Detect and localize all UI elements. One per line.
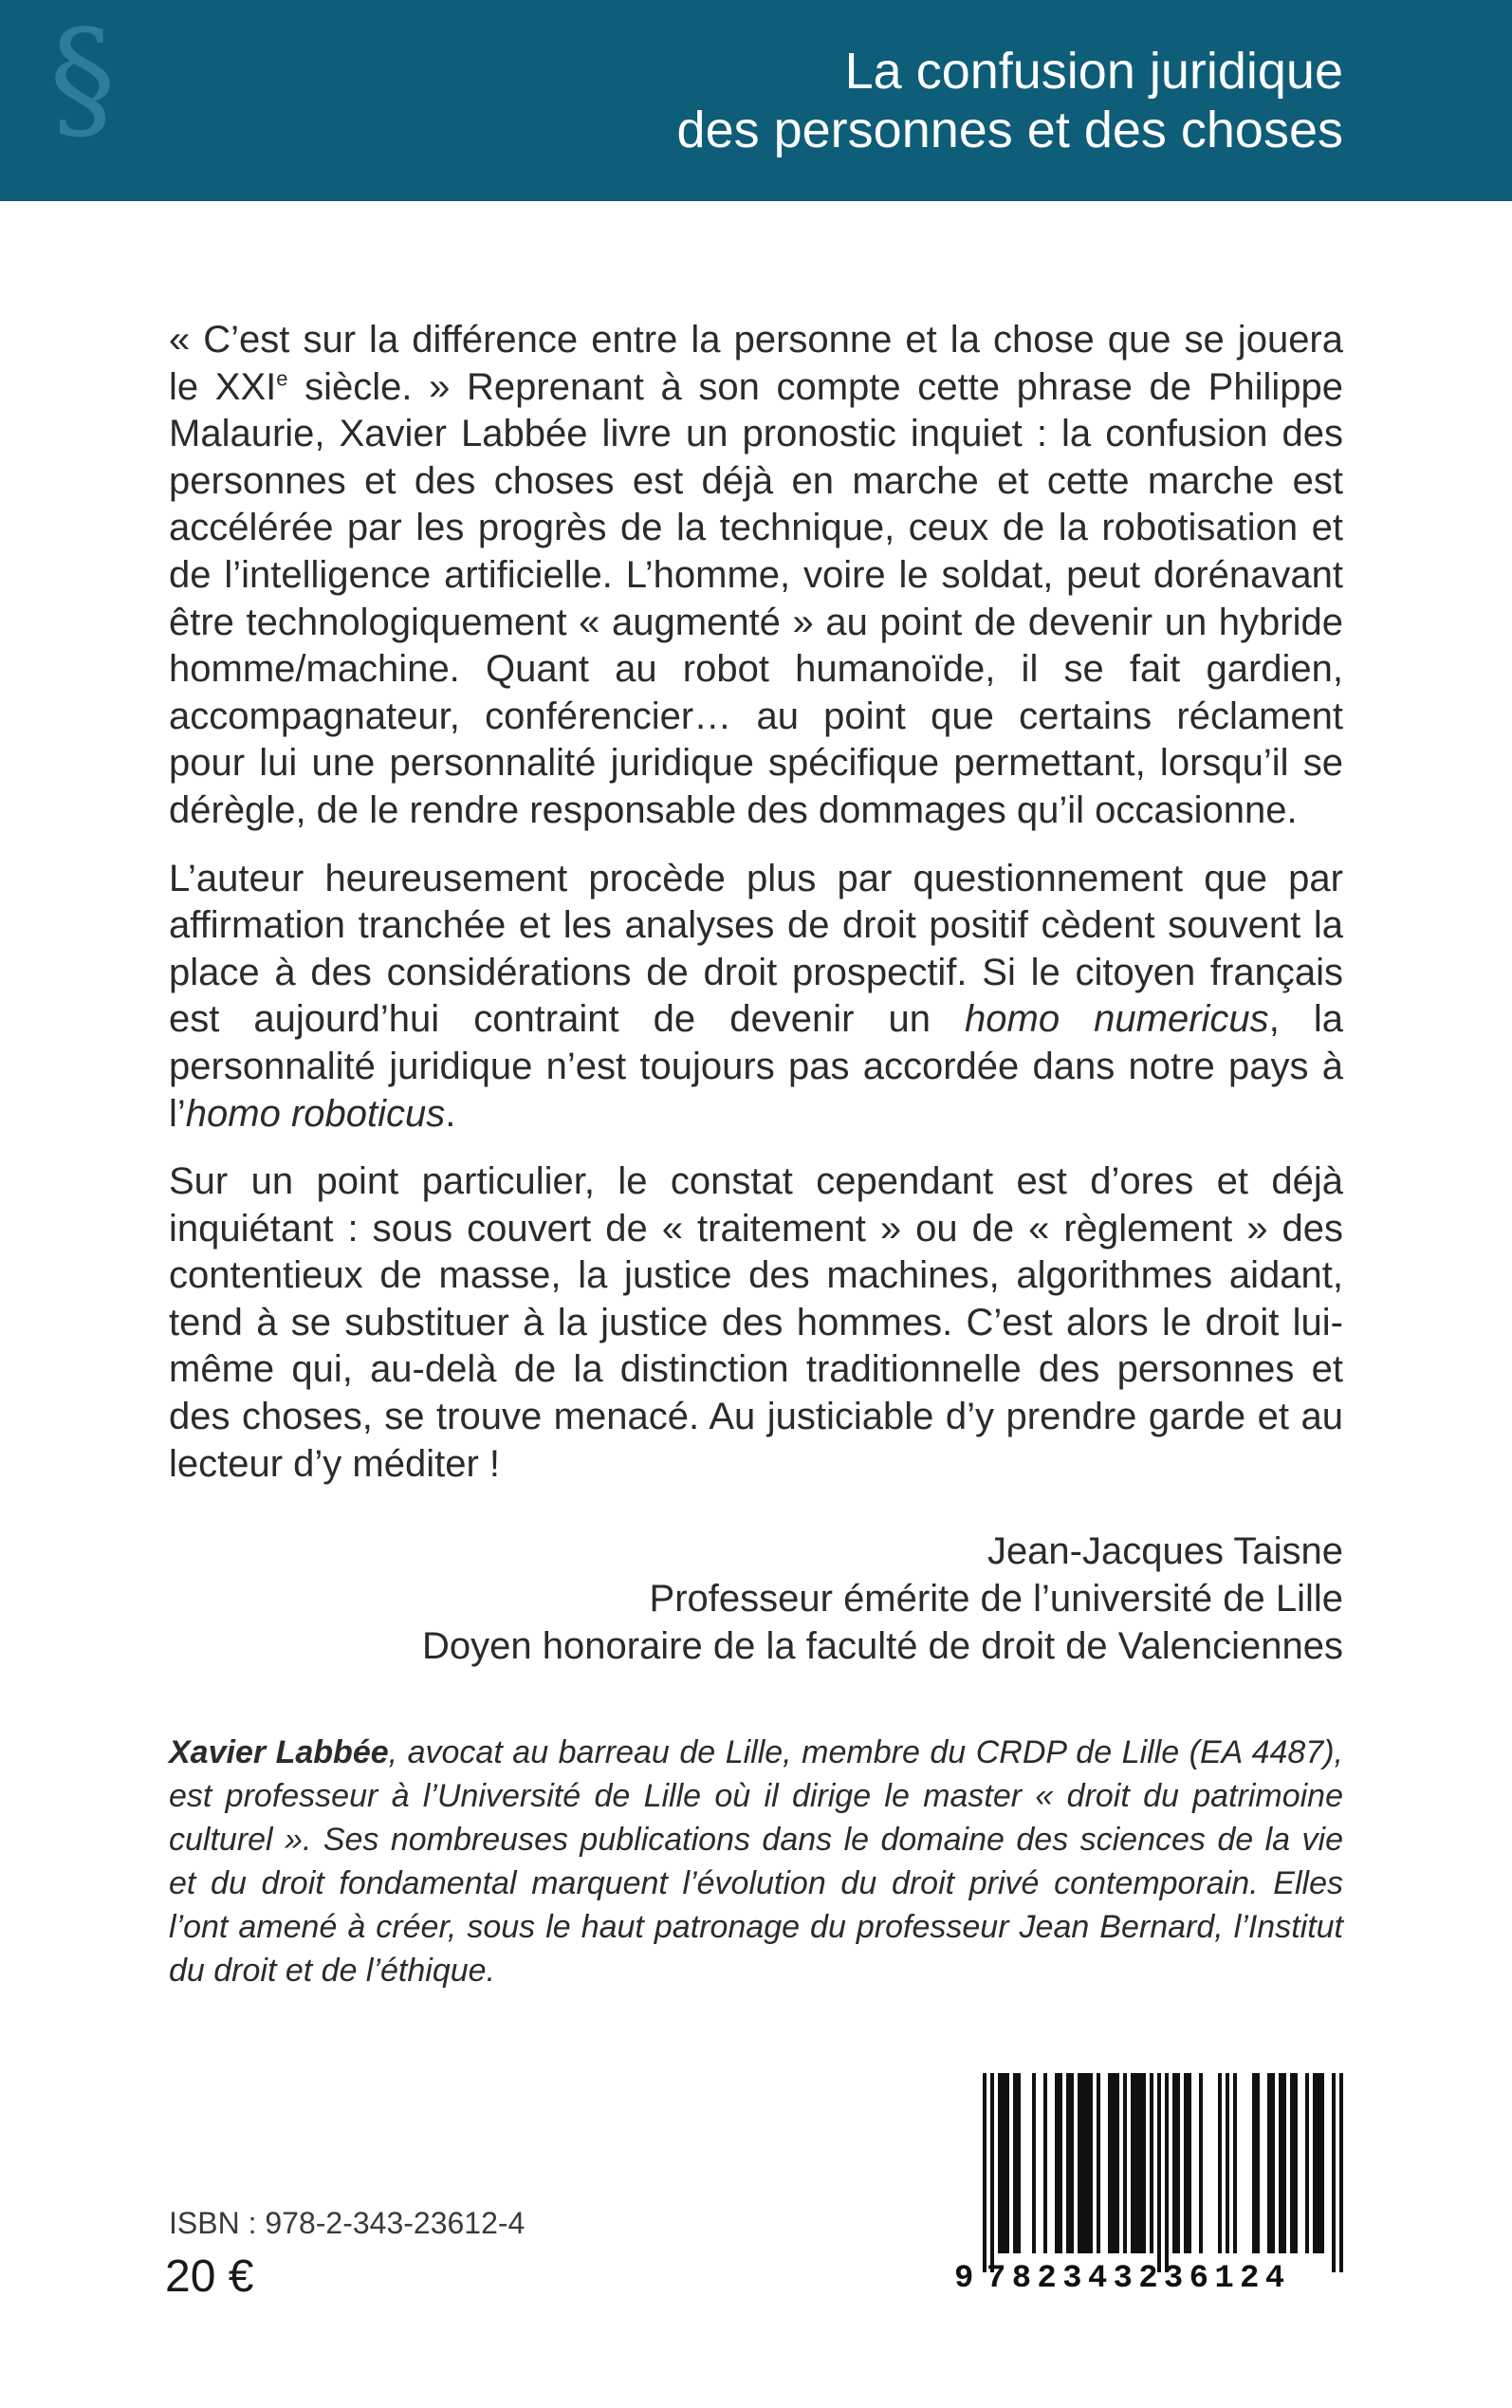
barcode-bar bbox=[1271, 2073, 1275, 2253]
barcode-first-digit: 9 bbox=[954, 2261, 974, 2297]
price-label: 20 € bbox=[165, 2251, 254, 2302]
barcode-bars bbox=[949, 2073, 1347, 2272]
barcode-bar bbox=[1112, 2073, 1116, 2253]
barcode-digit-string: 782343236124 bbox=[986, 2261, 1291, 2297]
barcode-bar bbox=[1085, 2073, 1089, 2253]
barcode-digits bbox=[949, 2259, 1347, 2301]
barcode-bar bbox=[1055, 2073, 1059, 2253]
barcode-bar bbox=[1279, 2073, 1282, 2253]
barcode-bar bbox=[1252, 2073, 1256, 2253]
barcode-bar bbox=[1013, 2073, 1017, 2253]
barcode-bar bbox=[1313, 2073, 1317, 2253]
summary-p2-middle: , la personnalité juridique n’est toujours pas accordée dans notre pays à l’ bbox=[169, 998, 1343, 1135]
barcode-bar bbox=[1172, 2073, 1176, 2253]
barcode-bar bbox=[1294, 2073, 1298, 2253]
barcode-bar bbox=[1188, 2073, 1191, 2253]
summary-paragraph-2 bbox=[169, 856, 1343, 1139]
barcode-bar bbox=[1134, 2073, 1138, 2253]
barcode-bar bbox=[1157, 2073, 1161, 2272]
book-summary bbox=[169, 317, 1343, 1509]
signature-title-1: Professeur émérite de l’université de Lille bbox=[649, 1578, 1343, 1620]
barcode-bar bbox=[1005, 2073, 1009, 2253]
barcode-bar bbox=[1089, 2073, 1093, 2253]
author-bio bbox=[169, 1731, 1343, 1992]
barcode-bar bbox=[998, 2073, 1002, 2253]
barcode-bar bbox=[1256, 2073, 1260, 2253]
barcode-bar bbox=[983, 2073, 986, 2272]
author-name: Xavier Labbée bbox=[169, 1734, 389, 1770]
barcode-bar bbox=[1081, 2073, 1085, 2253]
barcode-bar bbox=[1032, 2073, 1036, 2253]
barcode-bar bbox=[1066, 2073, 1070, 2253]
summary-paragraph-1 bbox=[169, 317, 1343, 835]
summary-paragraph-3: Sur un point particulier, le constat cependant est d’ores et déjà inquiétant : sous couvert de « traitement » ou de « règlement » des contentieux de masse, la justice des machines, algorithmes aidant, tend à se substituer à la justice des hommes. C’est alors le droit lui-même qui, au-delà de la distinction traditionnelle des personnes et des choses, se trouve menacé. Au justiciable d’y prendre garde et au lecteur d’y méditer ! bbox=[169, 1160, 1343, 1485]
barcode-bar bbox=[1043, 2073, 1047, 2253]
barcode-bar bbox=[1070, 2073, 1074, 2253]
barcode-bar bbox=[1226, 2073, 1229, 2253]
barcode-bar bbox=[1332, 2073, 1336, 2272]
barcode-bar bbox=[1267, 2073, 1271, 2253]
summary-p2-start: L’auteur heureusement procède plus par questionnement que par affirmation tranchée et les analyses de droit positif cèdent souvent la place à des considérations de droit prospectif. Si le citoyen français est aujourd’hui contraint de devenir un bbox=[169, 857, 1343, 1041]
barcode-bar bbox=[1317, 2073, 1320, 2253]
barcode-bar bbox=[990, 2073, 994, 2272]
preface-signature bbox=[422, 1528, 1343, 1670]
barcode-bar bbox=[1002, 2073, 1005, 2253]
isbn-label: ISBN : 978-2-343-23612-4 bbox=[169, 2206, 526, 2240]
term-homo-numericus: homo numericus bbox=[965, 998, 1269, 1041]
summary-p1-rest: siècle. » Reprenant à son compte cette phrase de Philippe Malaurie, Xavier Labbée livre un pronostic inquiet : la confusion des personnes et des choses est déjà en marche et cette marche est accélérée par les progrès de la technique, ceux de la robotisation et de l’intelligence artificielle. L’homme, voire le soldat, peut dorénavant être technologiquement « augmenté » au point de devenir un hybride homme/machine. Quant au robot humanoïde, il se fait gardien, accompagnateur, conférencier… au point que certains réclament pour lui une personnalité juridique spécifique permettant, lorsqu’il se dérègle, de le rendre responsable des dommages qu’il occasionne. bbox=[169, 365, 1344, 831]
summary-p2-end: . bbox=[445, 1092, 456, 1135]
book-title bbox=[677, 42, 1343, 159]
book-title-line-1: La confusion juridique bbox=[844, 43, 1343, 100]
barcode-bar bbox=[1150, 2073, 1153, 2253]
barcode-bar bbox=[1059, 2073, 1062, 2253]
term-homo-roboticus: homo roboticus bbox=[185, 1092, 446, 1135]
barcode-bar bbox=[1282, 2073, 1286, 2253]
barcode-bar bbox=[1123, 2073, 1127, 2253]
barcode-bar bbox=[1339, 2073, 1343, 2272]
barcode-bar bbox=[1305, 2073, 1309, 2253]
barcode bbox=[949, 2073, 1347, 2301]
barcode-bar bbox=[1131, 2073, 1134, 2253]
barcode-bar bbox=[1078, 2073, 1081, 2253]
signature-name: Jean-Jacques Taisne bbox=[986, 1530, 1343, 1572]
barcode-bar bbox=[1142, 2073, 1146, 2253]
barcode-bar bbox=[1017, 2073, 1021, 2253]
barcode-bar bbox=[1233, 2073, 1237, 2253]
section-symbol-icon: § bbox=[49, 2, 116, 157]
summary-p1-start: « C’est sur la différence entre la personne et la chose que se jouera le XXI bbox=[169, 319, 1343, 408]
signature-title-2: Doyen honoraire de la faculté de droit de Valenciennes bbox=[421, 1625, 1343, 1667]
barcode-bar bbox=[1320, 2073, 1324, 2253]
barcode-bar bbox=[1199, 2073, 1203, 2253]
barcode-bar bbox=[1108, 2073, 1112, 2253]
barcode-bar bbox=[1290, 2073, 1294, 2253]
barcode-bar bbox=[1097, 2073, 1100, 2253]
barcode-bar bbox=[1184, 2073, 1188, 2253]
author-bio-text: , avocat au barreau de Lille, membre du CRDP de Lille (EA 4487), est professeur à l’Université de Lille où il dirige le master « droit du patrimoine culturel ». Ses nombreuses publications dans le domaine des sciences de la vie et du droit fondamental marquent l’évolution du droit privé contemporain. Elles l’ont amené à créer, sous le haut patronage du professeur Jean Bernard, l’Institut du droit et de l’éthique. bbox=[169, 1734, 1344, 1989]
barcode-bar bbox=[1138, 2073, 1142, 2253]
barcode-bar bbox=[1165, 2073, 1169, 2272]
header-band bbox=[0, 0, 1512, 201]
barcode-bar bbox=[1218, 2073, 1222, 2253]
barcode-bar bbox=[1176, 2073, 1180, 2253]
century-superscript: e bbox=[276, 366, 288, 391]
barcode-bar bbox=[1116, 2073, 1119, 2253]
book-title-line-2: des personnes et des choses bbox=[676, 102, 1343, 158]
